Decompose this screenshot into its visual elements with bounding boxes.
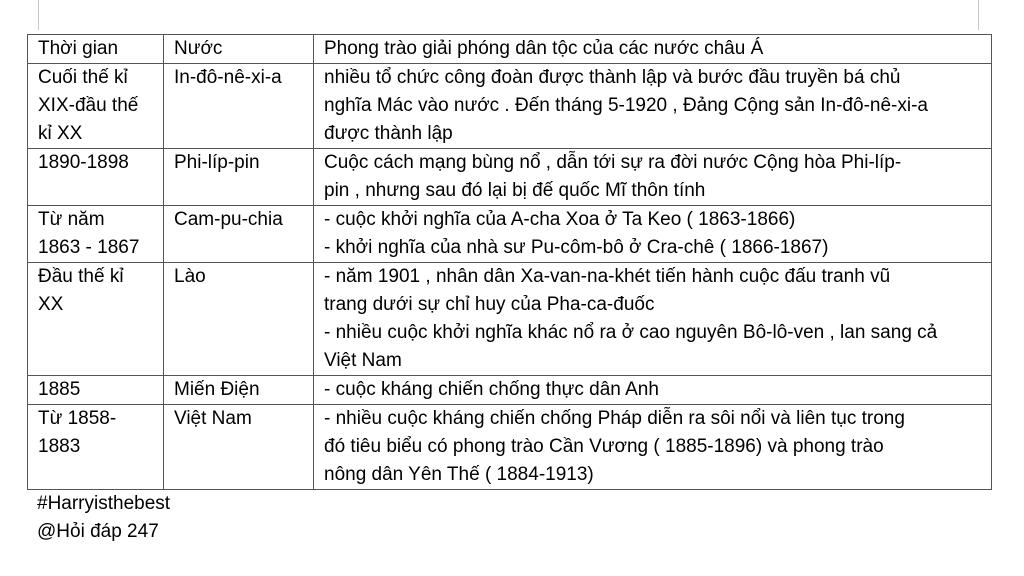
movement-cell-line: - cuộc kháng chiến chống thực dân Anh	[324, 379, 659, 400]
movement-cell-line: - năm 1901 , nhân dân Xa-van-na-khét tiến hành cuộc đấu tranh vũ	[324, 266, 891, 287]
country-name: In-đô-nê-xi-a	[174, 67, 282, 88]
hashtag-text: #Harryisthebest	[37, 493, 171, 514]
movement-cell-line: pin , nhưng sau đó lại bị đế quốc Mĩ thôn tính	[324, 180, 706, 201]
table-row	[28, 206, 992, 263]
time-cell	[28, 376, 164, 405]
page-margin-marker-right	[978, 0, 979, 30]
table-row	[28, 149, 992, 206]
time-cell-line: Đầu thế kỉ	[38, 266, 124, 287]
time-cell-line: 1890-1898	[38, 152, 129, 173]
movement-cell	[314, 206, 992, 263]
movement-cell-line: - nhiều cuộc kháng chiến chống Pháp diễn ra sôi nổi và liên tục trong	[324, 408, 905, 429]
table-row	[28, 376, 992, 405]
footer	[27, 490, 991, 546]
time-cell-line: Từ 1858-	[38, 408, 117, 429]
movement-cell	[314, 376, 992, 405]
time-cell-line: XIX-đầu thế	[38, 95, 139, 116]
time-cell-line: XX	[38, 294, 64, 315]
header-time: Thời gian	[28, 35, 164, 64]
header-movement: Phong trào giải phóng dân tộc của các nước châu Á	[314, 35, 992, 64]
movement-cell-line: được thành lập	[324, 123, 453, 144]
page-margin-marker-left	[38, 0, 39, 30]
movement-cell	[314, 405, 992, 490]
country-cell	[164, 376, 314, 405]
time-cell	[28, 149, 164, 206]
movement-cell-line: nông dân Yên Thế ( 1884-1913)	[324, 464, 594, 485]
country-cell	[164, 206, 314, 263]
time-cell	[28, 64, 164, 149]
country-cell	[164, 405, 314, 490]
time-cell-line: 1863 - 1867	[38, 237, 140, 258]
country-name: Phi-líp-pin	[174, 152, 260, 173]
credit-text: @Hỏi đáp 247	[37, 521, 159, 542]
movement-cell-line: đó tiêu biểu có phong trào Cần Vương ( 1885-1896) và phong trào	[324, 436, 884, 457]
country-name: Việt Nam	[174, 408, 252, 429]
movement-cell-line: nghĩa Mác vào nước . Đến tháng 5-1920 , Đảng Cộng sản In-đô-nê-xi-a	[324, 95, 928, 116]
time-cell-line: 1885	[38, 379, 81, 400]
country-name: Lào	[174, 266, 206, 287]
time-cell-line: 1883	[38, 436, 81, 457]
time-cell-line: Cuối thế kỉ	[38, 67, 128, 88]
document-body	[27, 34, 991, 546]
country-cell	[164, 263, 314, 376]
time-cell-line: kỉ XX	[38, 123, 83, 144]
movement-cell-line: Việt Nam	[324, 350, 402, 371]
time-cell	[28, 263, 164, 376]
movement-cell	[314, 64, 992, 149]
movement-cell-line: - khởi nghĩa của nhà sư Pu-côm-bô ở Cra-chê ( 1866-1867)	[324, 237, 829, 258]
movement-cell-line: nhiều tổ chức công đoàn được thành lập và bước đầu truyền bá chủ	[324, 67, 901, 88]
table-row	[28, 405, 992, 490]
movement-cell	[314, 263, 992, 376]
movement-cell-line: - cuộc khởi nghĩa của A-cha Xoa ở Ta Keo ( 1863-1866)	[324, 209, 796, 230]
table-header-row	[28, 35, 992, 64]
country-cell	[164, 64, 314, 149]
movement-cell-line: Cuộc cách mạng bùng nổ , dẫn tới sự ra đời nước Cộng hòa Phi-líp-	[324, 152, 902, 173]
country-cell	[164, 149, 314, 206]
time-cell	[28, 206, 164, 263]
history-table	[27, 34, 992, 490]
movement-cell	[314, 149, 992, 206]
table-row	[28, 64, 992, 149]
country-name: Cam-pu-chia	[174, 209, 283, 230]
movement-cell-line: - nhiều cuộc khởi nghĩa khác nổ ra ở cao nguyên Bô-lô-ven , lan sang cả	[324, 322, 938, 343]
header-country: Nước	[164, 35, 314, 64]
time-cell-line: Từ năm	[38, 209, 105, 230]
time-cell	[28, 405, 164, 490]
table-row	[28, 263, 992, 376]
movement-cell-line: trang dưới sự chỉ huy của Pha-ca-đuốc	[324, 294, 655, 315]
country-name: Miến Điện	[174, 379, 260, 400]
